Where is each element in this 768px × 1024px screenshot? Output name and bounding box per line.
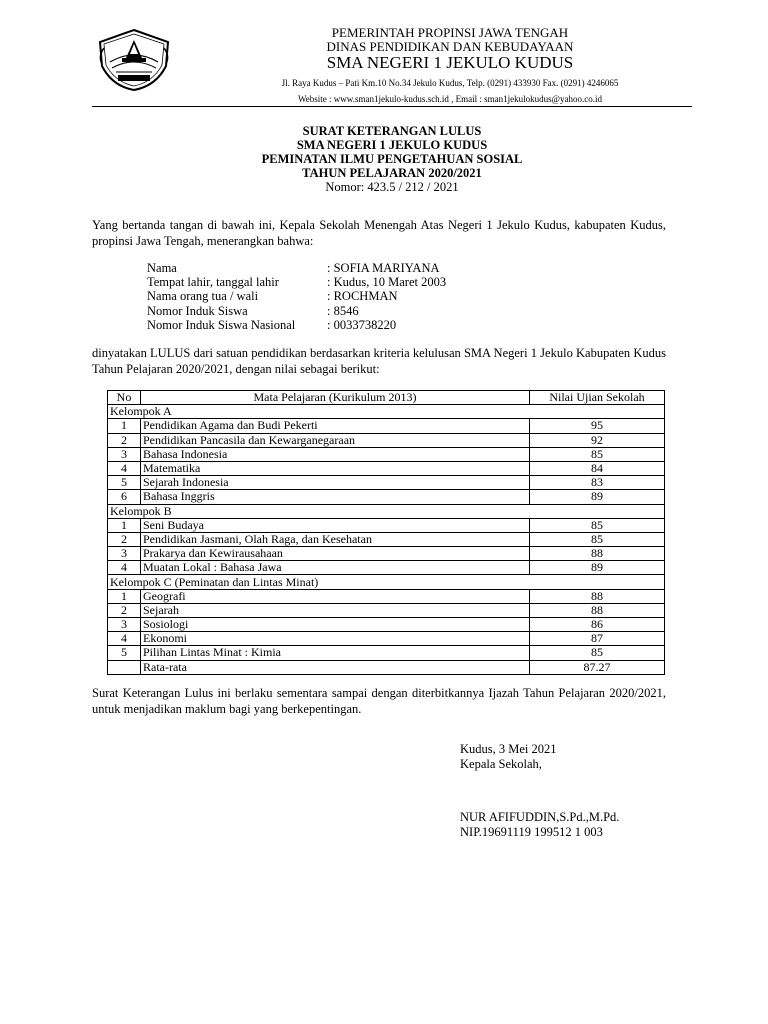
row-subject: Sejarah	[141, 603, 530, 617]
table-row	[108, 419, 665, 433]
row-score: 85	[530, 447, 665, 461]
row-no: 2	[108, 532, 141, 546]
student-identity	[147, 261, 446, 332]
signatory-name: NUR AFIFUDDIN,S.Pd.,M.Pd.	[460, 810, 620, 824]
statement-paragraph: dinyatakan LULUS dari satuan pendidikan berdasarkan kriteria kelulusan SMA Negeri 1 Jekulo Kabupaten Kudus Tahun Pelajaran 2020/2021, dengan nilai sebagai berikut:	[92, 346, 666, 376]
table-row	[108, 532, 665, 546]
row-score: 88	[530, 547, 665, 561]
signature-place-date: Kudus, 3 Mei 2021	[460, 742, 557, 756]
identity-row	[147, 275, 446, 289]
row-subject: Muatan Lokal : Bahasa Jawa	[141, 561, 530, 575]
table-header-row	[108, 391, 665, 405]
row-no: 4	[108, 632, 141, 646]
row-subject: Bahasa Inggris	[141, 490, 530, 504]
row-score: 85	[530, 518, 665, 532]
row-no: 2	[108, 603, 141, 617]
group-row	[108, 575, 665, 589]
signatory-nip: NIP.19691119 199512 1 003	[460, 825, 603, 839]
table-row	[108, 461, 665, 475]
letterhead-address: Jl. Raya Kudus – Pati Km.10 No.34 Jekulo Kudus, Telp. (0291) 433930 Fax. (0291) 4246065	[281, 78, 619, 88]
row-no: 5	[108, 646, 141, 660]
province-seal-logo	[96, 28, 172, 92]
table-row	[108, 603, 665, 617]
row-score: 89	[530, 561, 665, 575]
table-row	[108, 490, 665, 504]
average-label: Rata-rata	[141, 660, 530, 674]
row-subject: Bahasa Indonesia	[141, 447, 530, 461]
intro-paragraph: Yang bertanda tangan di bawah ini, Kepala Sekolah Menengah Atas Negeri 1 Jekulo Kudus, kabupaten Kudus, propinsi Jawa Tengah, menerangkan bahwa:	[92, 218, 666, 248]
grades-table	[107, 390, 665, 675]
identity-label: Nama orang tua / wali	[147, 289, 259, 304]
row-subject: Pendidikan Agama dan Budi Pekerti	[141, 419, 530, 433]
average-value: 87.27	[530, 660, 665, 674]
row-score: 87	[530, 632, 665, 646]
title-line-4: TAHUN PELAJARAN 2020/2021	[302, 166, 482, 180]
row-subject: Pendidikan Pancasila dan Kewarganegaraan	[141, 433, 530, 447]
closing-paragraph: Surat Keterangan Lulus ini berlaku sementara sampai dengan diterbitkannya Ijazah Tahun Pelajaran 2020/2021, untuk menjadikan maklum bagi yang berkepentingan.	[92, 686, 666, 716]
letterhead-department: DINAS PENDIDIKAN DAN KEBUDAYAAN	[326, 39, 574, 54]
row-score: 88	[530, 589, 665, 603]
letterhead-divider	[92, 106, 692, 107]
table-row	[108, 589, 665, 603]
row-no: 1	[108, 589, 141, 603]
row-no: 3	[108, 618, 141, 632]
identity-row	[147, 318, 446, 332]
table-row	[108, 476, 665, 490]
title-line-3: PEMINATAN ILMU PENGETAHUAN SOSIAL	[261, 152, 523, 166]
row-no: 4	[108, 561, 141, 575]
identity-row	[147, 304, 446, 318]
row-no: 2	[108, 433, 141, 447]
document-number: Nomor: 423.5 / 212 / 2021	[325, 180, 459, 194]
row-subject: Sosiologi	[141, 618, 530, 632]
average-no-cell	[108, 660, 141, 674]
group-label: Kelompok B	[108, 504, 665, 518]
table-row	[108, 646, 665, 660]
group-row	[108, 504, 665, 518]
row-subject: Sejarah Indonesia	[141, 476, 530, 490]
identity-label: Nomor Induk Siswa Nasional	[147, 317, 296, 332]
group-label: Kelompok C (Peminatan dan Lintas Minat)	[108, 575, 665, 589]
row-score: 84	[530, 461, 665, 475]
identity-row	[147, 289, 446, 303]
row-score: 88	[530, 603, 665, 617]
letterhead-government: PEMERINTAH PROPINSI JAWA TENGAH	[331, 25, 569, 40]
header-no: No	[108, 391, 141, 405]
row-no: 3	[108, 547, 141, 561]
row-no: 6	[108, 490, 141, 504]
identity-value: : ROCHMAN	[327, 289, 398, 304]
row-subject: Prakarya dan Kewirausahaan	[141, 547, 530, 561]
row-subject: Seni Budaya	[141, 518, 530, 532]
group-row	[108, 405, 665, 419]
row-score: 85	[530, 532, 665, 546]
identity-label: Nomor Induk Siswa	[147, 303, 248, 318]
table-row	[108, 561, 665, 575]
identity-label: Tempat lahir, tanggal lahir	[147, 275, 279, 290]
row-score: 83	[530, 476, 665, 490]
row-score: 89	[530, 490, 665, 504]
signature-footer	[460, 810, 619, 840]
header-score: Nilai Ujian Sekolah	[530, 391, 665, 405]
row-no: 3	[108, 447, 141, 461]
identity-value: : 8546	[327, 303, 359, 318]
identity-row	[147, 261, 446, 275]
title-line-2: SMA NEGERI 1 JEKULO KUDUS	[296, 138, 488, 152]
row-subject: Ekonomi	[141, 632, 530, 646]
row-no: 1	[108, 518, 141, 532]
row-no: 5	[108, 476, 141, 490]
row-score: 95	[530, 419, 665, 433]
row-subject: Pendidikan Jasmani, Olah Raga, dan Kesehatan	[141, 532, 530, 546]
row-subject: Geografi	[141, 589, 530, 603]
row-subject: Pilihan Lintas Minat : Kimia	[141, 646, 530, 660]
row-no: 4	[108, 461, 141, 475]
row-no: 1	[108, 419, 141, 433]
row-score: 85	[530, 646, 665, 660]
table-row	[108, 433, 665, 447]
signature-header	[460, 742, 557, 772]
identity-value: : Kudus, 10 Maret 2003	[327, 275, 447, 290]
group-label: Kelompok A	[108, 405, 665, 419]
table-row	[108, 547, 665, 561]
table-row	[108, 447, 665, 461]
identity-value: : 0033738220	[327, 317, 397, 332]
table-row	[108, 632, 665, 646]
row-subject: Matematika	[141, 461, 530, 475]
header-subject: Mata Pelajaran (Kurikulum 2013)	[141, 391, 530, 405]
identity-label: Nama	[147, 261, 177, 275]
table-row	[108, 618, 665, 632]
signature-position: Kepala Sekolah,	[460, 757, 542, 771]
average-row	[108, 660, 665, 674]
document-title	[92, 124, 692, 194]
title-line-1: SURAT KETERANGAN LULUS	[302, 124, 482, 138]
row-score: 92	[530, 433, 665, 447]
row-score: 86	[530, 618, 665, 632]
table-row	[108, 518, 665, 532]
identity-value: : SOFIA MARIYANA	[327, 261, 440, 275]
letterhead	[180, 26, 720, 106]
letterhead-school: SMA NEGERI 1 JEKULO KUDUS	[326, 53, 574, 72]
letterhead-contact: Website : www.sman1jekulo-kudus.sch.id , Email : sman1jekulokudus@yahoo.co.id	[298, 94, 602, 104]
